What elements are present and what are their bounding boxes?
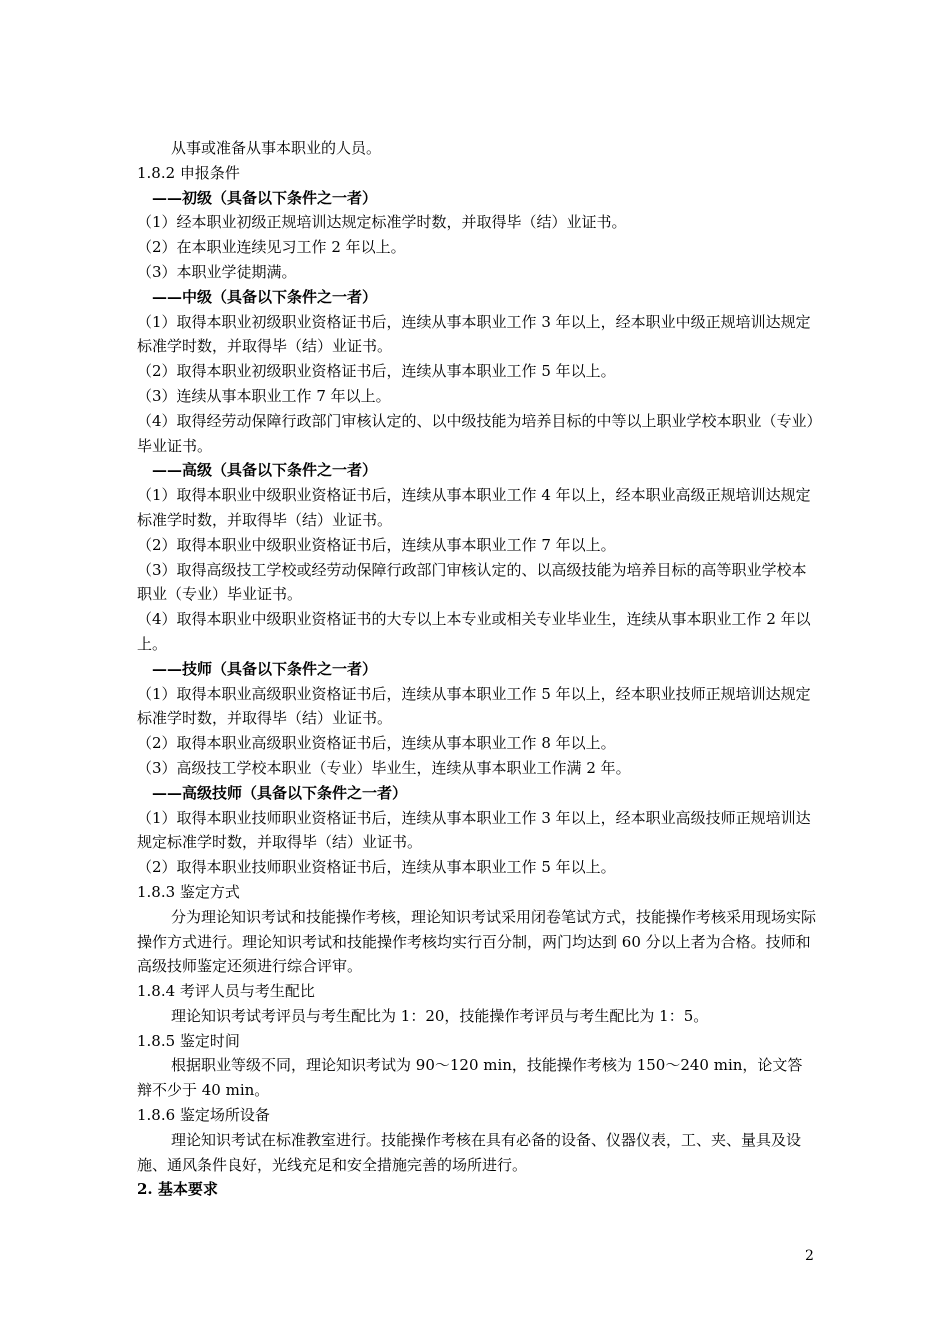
level-title-gaojijishi: ——高级技师（具备以下条件之一者）: [152, 783, 408, 802]
list-item: （2）取得本职业初级职业资格证书后，连续从事本职业工作 5 年以上。: [137, 362, 616, 381]
intro-text: 从事或准备从事本职业的人员。: [171, 139, 382, 157]
level-title-jishi: ——技师（具备以下条件之一者）: [152, 659, 378, 678]
document-page: [137, 136, 817, 1202]
section-body-1-8-6: 理论知识考试在标准教室进行。技能操作考核在具有必备的设备、仪器仪表，工、夹、量具及设施、通风条件良好，光线充足和安全措施完善的场所进行。: [137, 1130, 802, 1174]
list-item: （3）本职业学徒期满。: [137, 262, 297, 281]
page-number: 2: [805, 1248, 814, 1264]
list-item: （1）取得本职业中级职业资格证书后，连续从事本职业工作 4 年以上，经本职业高级正规培训达规定标准学时数，并取得毕（结）业证书。: [137, 486, 811, 529]
section-body-1-8-4: 理论知识考试考评员与考生配比为 1：20，技能操作考评员与考生配比为 1：5。: [171, 1006, 709, 1025]
list-item: （3）取得高级技工学校或经劳动保障行政部门审核认定的、以高级技能为培养目标的高等职业学校本职业（专业）毕业证书。: [137, 560, 807, 604]
list-item: （2）取得本职业技师职业资格证书后，连续从事本职业工作 5 年以上。: [137, 858, 616, 877]
section-heading-1-8-6: 1.8.6 鉴定场所设备: [137, 1106, 270, 1125]
list-item: （4）取得经劳动保障行政部门审核认定的、以中级技能为培养目标的中等以上职业学校本职业（专业）毕业证书。: [137, 411, 815, 455]
list-item: （1）经本职业初级正规培训达规定标准学时数，并取得毕（结）业证书。: [137, 213, 627, 232]
level-title-gaoji: ——高级（具备以下条件之一者）: [152, 461, 378, 480]
list-item: （3）连续从事本职业工作 7 年以上。: [137, 386, 391, 405]
list-item: （2）在本职业连续见习工作 2 年以上。: [137, 238, 406, 257]
list-item: （1）取得本职业技师职业资格证书后，连续从事本职业工作 3 年以上，经本职业高级技师正规培训达规定标准学时数，并取得毕（结）业证书。: [137, 808, 811, 852]
level-title-zhongji: ——中级（具备以下条件之一者）: [152, 287, 378, 306]
list-item: （3）高级技工学校本职业（专业）毕业生，连续从事本职业工作满 2 年。: [137, 758, 631, 777]
section-heading-1-8-5: 1.8.5 鉴定时间: [137, 1031, 240, 1050]
list-item: （2）取得本职业高级职业资格证书后，连续从事本职业工作 8 年以上。: [137, 734, 616, 753]
list-item: （4）取得本职业中级职业资格证书的大专以上本专业或相关专业毕业生，连续从事本职业工作 2 年以上。: [137, 610, 811, 653]
list-item: （2）取得本职业中级职业资格证书后，连续从事本职业工作 7 年以上。: [137, 535, 616, 554]
section-body-1-8-3: 分为理论知识考试和技能操作考核，理论知识考试采用闭卷笔试方式，技能操作考核采用现场实际操作方式进行。理论知识考试和技能操作考核均实行百分制，两门均达到 60 分以上者为合格。技师和高级技师鉴定还须进行综合评审。: [137, 907, 817, 976]
section-body-1-8-5: 根据职业等级不同，理论知识考试为 90～120 min，技能操作考核为 150～240 min，论文答辩不少于 40 min。: [137, 1056, 803, 1100]
level-title-chuji: ——初级（具备以下条件之一者）: [152, 188, 378, 207]
section-heading-2: 2. 基本要求: [137, 1180, 218, 1199]
section-heading-1-8-2: 1.8.2 申报条件: [137, 163, 240, 182]
section-heading-1-8-3: 1.8.3 鉴定方式: [137, 882, 240, 901]
list-item: （1）取得本职业高级职业资格证书后，连续从事本职业工作 5 年以上，经本职业技师正规培训达规定标准学时数，并取得毕（结）业证书。: [137, 684, 811, 728]
section-heading-1-8-4: 1.8.4 考评人员与考生配比: [137, 982, 315, 1001]
list-item: （1）取得本职业初级职业资格证书后，连续从事本职业工作 3 年以上，经本职业中级正规培训达规定标准学时数，并取得毕（结）业证书。: [137, 312, 811, 356]
